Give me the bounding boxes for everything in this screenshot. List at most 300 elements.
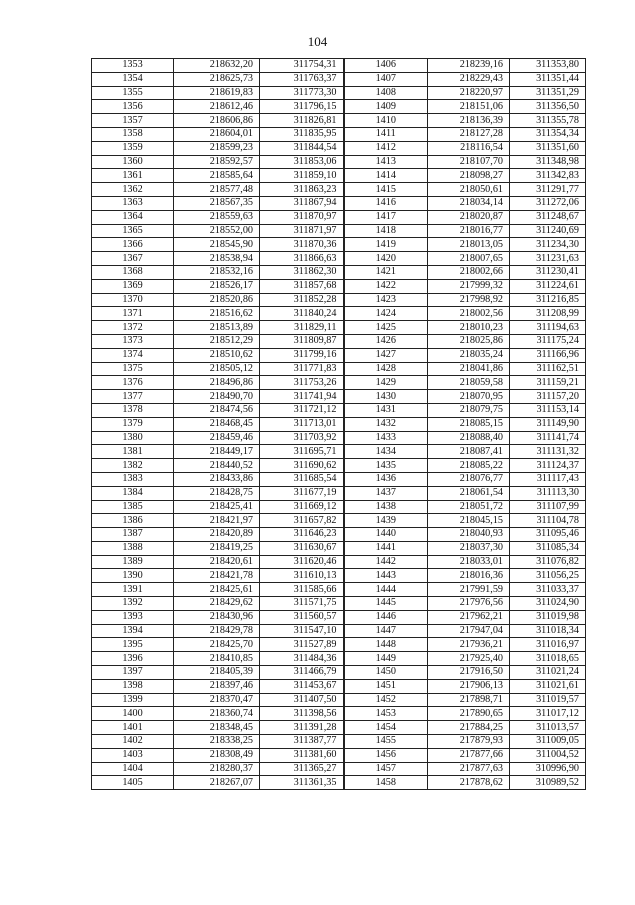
x-coordinate-cell: 218425,41 xyxy=(174,500,260,514)
table-row xyxy=(92,403,586,417)
table-row xyxy=(92,169,586,183)
x-coordinate-cell: 218088,40 xyxy=(428,431,510,445)
table-row xyxy=(92,279,586,293)
x-coordinate-cell: 217884,25 xyxy=(428,721,510,735)
y-coordinate-cell: 311162,51 xyxy=(510,362,586,376)
point-number-cell: 1450 xyxy=(344,666,428,680)
point-number-cell: 1446 xyxy=(344,610,428,624)
y-coordinate-cell: 311234,30 xyxy=(510,238,586,252)
y-coordinate-cell: 311351,29 xyxy=(510,86,586,100)
x-coordinate-cell: 218440,52 xyxy=(174,459,260,473)
x-coordinate-cell: 218040,93 xyxy=(428,528,510,542)
point-number-cell: 1436 xyxy=(344,472,428,486)
y-coordinate-cell: 311646,23 xyxy=(260,528,344,542)
x-coordinate-cell: 218107,70 xyxy=(428,155,510,169)
x-coordinate-cell: 218520,86 xyxy=(174,293,260,307)
y-coordinate-cell: 311799,16 xyxy=(260,348,344,362)
x-coordinate-cell: 218085,15 xyxy=(428,417,510,431)
y-coordinate-cell: 311387,77 xyxy=(260,735,344,749)
x-coordinate-cell: 218229,43 xyxy=(428,72,510,86)
table-row xyxy=(92,431,586,445)
x-coordinate-cell: 218045,15 xyxy=(428,514,510,528)
point-number-cell: 1413 xyxy=(344,155,428,169)
x-coordinate-cell: 218429,62 xyxy=(174,597,260,611)
page-number: 104 xyxy=(307,34,328,49)
x-coordinate-cell: 218034,14 xyxy=(428,196,510,210)
table-row xyxy=(92,155,586,169)
point-number-cell: 1395 xyxy=(92,638,174,652)
y-coordinate-cell: 311013,57 xyxy=(510,721,586,735)
point-number-cell: 1414 xyxy=(344,169,428,183)
x-coordinate-cell: 218428,75 xyxy=(174,486,260,500)
point-number-cell: 1420 xyxy=(344,252,428,266)
y-coordinate-cell: 311240,69 xyxy=(510,224,586,238)
point-number-cell: 1433 xyxy=(344,431,428,445)
y-coordinate-cell: 311870,97 xyxy=(260,210,344,224)
table-row xyxy=(92,776,586,790)
table-row xyxy=(92,721,586,735)
y-coordinate-cell: 311391,28 xyxy=(260,721,344,735)
x-coordinate-cell: 217925,40 xyxy=(428,652,510,666)
x-coordinate-cell: 218420,61 xyxy=(174,555,260,569)
point-number-cell: 1422 xyxy=(344,279,428,293)
table-row xyxy=(92,748,586,762)
table-row xyxy=(92,624,586,638)
table-row xyxy=(92,183,586,197)
y-coordinate-cell: 311560,57 xyxy=(260,610,344,624)
table-row xyxy=(92,500,586,514)
y-coordinate-cell: 311771,83 xyxy=(260,362,344,376)
y-coordinate-cell: 311009,05 xyxy=(510,735,586,749)
y-coordinate-cell: 311620,46 xyxy=(260,555,344,569)
point-number-cell: 1398 xyxy=(92,679,174,693)
x-coordinate-cell: 217906,13 xyxy=(428,679,510,693)
point-number-cell: 1449 xyxy=(344,652,428,666)
point-number-cell: 1379 xyxy=(92,417,174,431)
y-coordinate-cell: 311361,35 xyxy=(260,776,344,790)
point-number-cell: 1367 xyxy=(92,252,174,266)
table-row xyxy=(92,652,586,666)
y-coordinate-cell: 311231,63 xyxy=(510,252,586,266)
y-coordinate-cell: 311216,85 xyxy=(510,293,586,307)
point-number-cell: 1370 xyxy=(92,293,174,307)
point-number-cell: 1353 xyxy=(92,59,174,73)
point-number-cell: 1400 xyxy=(92,707,174,721)
point-number-cell: 1397 xyxy=(92,666,174,680)
point-number-cell: 1419 xyxy=(344,238,428,252)
table-row xyxy=(92,196,586,210)
x-coordinate-cell: 217962,21 xyxy=(428,610,510,624)
point-number-cell: 1425 xyxy=(344,321,428,335)
x-coordinate-cell: 218559,63 xyxy=(174,210,260,224)
x-coordinate-cell: 218348,45 xyxy=(174,721,260,735)
table-row xyxy=(92,252,586,266)
point-number-cell: 1390 xyxy=(92,569,174,583)
y-coordinate-cell: 311862,30 xyxy=(260,265,344,279)
x-coordinate-cell: 218037,30 xyxy=(428,541,510,555)
x-coordinate-cell: 218308,49 xyxy=(174,748,260,762)
y-coordinate-cell: 311175,24 xyxy=(510,334,586,348)
x-coordinate-cell: 218220,97 xyxy=(428,86,510,100)
y-coordinate-cell: 311871,97 xyxy=(260,224,344,238)
table-row xyxy=(92,486,586,500)
table-row xyxy=(92,114,586,128)
point-number-cell: 1357 xyxy=(92,114,174,128)
x-coordinate-cell: 218585,64 xyxy=(174,169,260,183)
x-coordinate-cell: 218010,23 xyxy=(428,321,510,335)
x-coordinate-cell: 218016,36 xyxy=(428,569,510,583)
y-coordinate-cell: 311453,67 xyxy=(260,679,344,693)
x-coordinate-cell: 218050,61 xyxy=(428,183,510,197)
x-coordinate-cell: 218420,89 xyxy=(174,528,260,542)
point-number-cell: 1443 xyxy=(344,569,428,583)
y-coordinate-cell: 311085,34 xyxy=(510,541,586,555)
table-row xyxy=(92,707,586,721)
x-coordinate-cell: 217878,62 xyxy=(428,776,510,790)
y-coordinate-cell: 311773,30 xyxy=(260,86,344,100)
y-coordinate-cell: 311056,25 xyxy=(510,569,586,583)
point-number-cell: 1451 xyxy=(344,679,428,693)
y-coordinate-cell: 311016,97 xyxy=(510,638,586,652)
point-number-cell: 1441 xyxy=(344,541,428,555)
x-coordinate-cell: 218410,85 xyxy=(174,652,260,666)
x-coordinate-cell: 218425,61 xyxy=(174,583,260,597)
x-coordinate-cell: 218474,56 xyxy=(174,403,260,417)
y-coordinate-cell: 311703,92 xyxy=(260,431,344,445)
point-number-cell: 1401 xyxy=(92,721,174,735)
table-row xyxy=(92,693,586,707)
point-number-cell: 1440 xyxy=(344,528,428,542)
x-coordinate-cell: 218070,95 xyxy=(428,390,510,404)
table-row xyxy=(92,762,586,776)
x-coordinate-cell: 218625,73 xyxy=(174,72,260,86)
x-coordinate-cell: 218035,24 xyxy=(428,348,510,362)
x-coordinate-cell: 218061,54 xyxy=(428,486,510,500)
table-row xyxy=(92,610,586,624)
point-number-cell: 1374 xyxy=(92,348,174,362)
table-row xyxy=(92,514,586,528)
y-coordinate-cell: 311153,14 xyxy=(510,403,586,417)
x-coordinate-cell: 218526,17 xyxy=(174,279,260,293)
x-coordinate-cell: 218059,58 xyxy=(428,376,510,390)
table-row xyxy=(92,238,586,252)
y-coordinate-cell: 311753,26 xyxy=(260,376,344,390)
x-coordinate-cell: 218085,22 xyxy=(428,459,510,473)
point-number-cell: 1383 xyxy=(92,472,174,486)
y-coordinate-cell: 311829,11 xyxy=(260,321,344,335)
point-number-cell: 1384 xyxy=(92,486,174,500)
x-coordinate-cell: 218051,72 xyxy=(428,500,510,514)
table-row xyxy=(92,390,586,404)
y-coordinate-cell: 311610,13 xyxy=(260,569,344,583)
table-row xyxy=(92,541,586,555)
y-coordinate-cell: 311157,20 xyxy=(510,390,586,404)
point-number-cell: 1377 xyxy=(92,390,174,404)
x-coordinate-cell: 218612,46 xyxy=(174,100,260,114)
table-row xyxy=(92,417,586,431)
y-coordinate-cell: 311208,99 xyxy=(510,307,586,321)
x-coordinate-cell: 218239,16 xyxy=(428,59,510,73)
table-row xyxy=(92,459,586,473)
point-number-cell: 1423 xyxy=(344,293,428,307)
y-coordinate-cell: 311124,37 xyxy=(510,459,586,473)
x-coordinate-cell: 218449,17 xyxy=(174,445,260,459)
table-row xyxy=(92,569,586,583)
y-coordinate-cell: 311018,34 xyxy=(510,624,586,638)
y-coordinate-cell: 311677,19 xyxy=(260,486,344,500)
x-coordinate-cell: 218512,29 xyxy=(174,334,260,348)
y-coordinate-cell: 310996,90 xyxy=(510,762,586,776)
table-row xyxy=(92,679,586,693)
point-number-cell: 1380 xyxy=(92,431,174,445)
y-coordinate-cell: 311355,78 xyxy=(510,114,586,128)
y-coordinate-cell: 311407,50 xyxy=(260,693,344,707)
point-number-cell: 1386 xyxy=(92,514,174,528)
table-row xyxy=(92,472,586,486)
table-row xyxy=(92,555,586,569)
y-coordinate-cell: 311713,01 xyxy=(260,417,344,431)
table-row xyxy=(92,362,586,376)
table-row xyxy=(92,376,586,390)
x-coordinate-cell: 218041,86 xyxy=(428,362,510,376)
y-coordinate-cell: 311741,94 xyxy=(260,390,344,404)
point-number-cell: 1445 xyxy=(344,597,428,611)
table-row xyxy=(92,72,586,86)
point-number-cell: 1447 xyxy=(344,624,428,638)
y-coordinate-cell: 311131,32 xyxy=(510,445,586,459)
y-coordinate-cell: 311585,66 xyxy=(260,583,344,597)
y-coordinate-cell: 311690,62 xyxy=(260,459,344,473)
x-coordinate-cell: 218127,28 xyxy=(428,127,510,141)
point-number-cell: 1454 xyxy=(344,721,428,735)
y-coordinate-cell: 311866,63 xyxy=(260,252,344,266)
point-number-cell: 1364 xyxy=(92,210,174,224)
x-coordinate-cell: 218421,97 xyxy=(174,514,260,528)
y-coordinate-cell: 311291,77 xyxy=(510,183,586,197)
point-number-cell: 1396 xyxy=(92,652,174,666)
y-coordinate-cell: 311194,63 xyxy=(510,321,586,335)
x-coordinate-cell: 218490,70 xyxy=(174,390,260,404)
x-coordinate-cell: 218360,74 xyxy=(174,707,260,721)
point-number-cell: 1409 xyxy=(344,100,428,114)
y-coordinate-cell: 311356,50 xyxy=(510,100,586,114)
x-coordinate-cell: 218459,46 xyxy=(174,431,260,445)
point-number-cell: 1388 xyxy=(92,541,174,555)
x-coordinate-cell: 218430,96 xyxy=(174,610,260,624)
y-coordinate-cell: 311763,37 xyxy=(260,72,344,86)
table-row xyxy=(92,735,586,749)
x-coordinate-cell: 218016,77 xyxy=(428,224,510,238)
point-number-cell: 1371 xyxy=(92,307,174,321)
y-coordinate-cell: 311381,60 xyxy=(260,748,344,762)
x-coordinate-cell: 217890,65 xyxy=(428,707,510,721)
point-number-cell: 1359 xyxy=(92,141,174,155)
point-number-cell: 1444 xyxy=(344,583,428,597)
point-number-cell: 1421 xyxy=(344,265,428,279)
y-coordinate-cell: 311018,65 xyxy=(510,652,586,666)
point-number-cell: 1375 xyxy=(92,362,174,376)
y-coordinate-cell: 311019,57 xyxy=(510,693,586,707)
y-coordinate-cell: 311149,90 xyxy=(510,417,586,431)
x-coordinate-cell: 218599,23 xyxy=(174,141,260,155)
point-number-cell: 1438 xyxy=(344,500,428,514)
x-coordinate-cell: 217877,66 xyxy=(428,748,510,762)
y-coordinate-cell: 311695,71 xyxy=(260,445,344,459)
point-number-cell: 1368 xyxy=(92,265,174,279)
y-coordinate-cell: 311353,80 xyxy=(510,59,586,73)
y-coordinate-cell: 311159,21 xyxy=(510,376,586,390)
x-coordinate-cell: 217936,21 xyxy=(428,638,510,652)
y-coordinate-cell: 311017,12 xyxy=(510,707,586,721)
point-number-cell: 1391 xyxy=(92,583,174,597)
table-row xyxy=(92,210,586,224)
x-coordinate-cell: 218532,16 xyxy=(174,265,260,279)
point-number-cell: 1365 xyxy=(92,224,174,238)
x-coordinate-cell: 218606,86 xyxy=(174,114,260,128)
x-coordinate-cell: 218510,62 xyxy=(174,348,260,362)
point-number-cell: 1458 xyxy=(344,776,428,790)
point-number-cell: 1435 xyxy=(344,459,428,473)
point-number-cell: 1430 xyxy=(344,390,428,404)
y-coordinate-cell: 311166,96 xyxy=(510,348,586,362)
x-coordinate-cell: 218577,48 xyxy=(174,183,260,197)
point-number-cell: 1369 xyxy=(92,279,174,293)
x-coordinate-cell: 218592,57 xyxy=(174,155,260,169)
point-number-cell: 1410 xyxy=(344,114,428,128)
point-number-cell: 1355 xyxy=(92,86,174,100)
x-coordinate-cell: 218619,83 xyxy=(174,86,260,100)
x-coordinate-cell: 217976,56 xyxy=(428,597,510,611)
coordinates-table xyxy=(91,58,586,790)
y-coordinate-cell: 311466,79 xyxy=(260,666,344,680)
table-row xyxy=(92,265,586,279)
y-coordinate-cell: 311104,78 xyxy=(510,514,586,528)
y-coordinate-cell: 311272,06 xyxy=(510,196,586,210)
y-coordinate-cell: 311107,99 xyxy=(510,500,586,514)
x-coordinate-cell: 218098,27 xyxy=(428,169,510,183)
point-number-cell: 1393 xyxy=(92,610,174,624)
point-number-cell: 1403 xyxy=(92,748,174,762)
x-coordinate-cell: 218002,56 xyxy=(428,307,510,321)
x-coordinate-cell: 218552,00 xyxy=(174,224,260,238)
y-coordinate-cell: 311826,81 xyxy=(260,114,344,128)
y-coordinate-cell: 311398,56 xyxy=(260,707,344,721)
y-coordinate-cell: 311685,54 xyxy=(260,472,344,486)
y-coordinate-cell: 311365,27 xyxy=(260,762,344,776)
x-coordinate-cell: 218267,07 xyxy=(174,776,260,790)
table-row xyxy=(92,224,586,238)
y-coordinate-cell: 311840,24 xyxy=(260,307,344,321)
x-coordinate-cell: 218505,12 xyxy=(174,362,260,376)
point-number-cell: 1372 xyxy=(92,321,174,335)
y-coordinate-cell: 311021,24 xyxy=(510,666,586,680)
point-number-cell: 1361 xyxy=(92,169,174,183)
point-number-cell: 1402 xyxy=(92,735,174,749)
point-number-cell: 1394 xyxy=(92,624,174,638)
point-number-cell: 1426 xyxy=(344,334,428,348)
x-coordinate-cell: 218567,35 xyxy=(174,196,260,210)
point-number-cell: 1373 xyxy=(92,334,174,348)
x-coordinate-cell: 218151,06 xyxy=(428,100,510,114)
point-number-cell: 1399 xyxy=(92,693,174,707)
point-number-cell: 1362 xyxy=(92,183,174,197)
table-row xyxy=(92,445,586,459)
point-number-cell: 1387 xyxy=(92,528,174,542)
point-number-cell: 1405 xyxy=(92,776,174,790)
y-coordinate-cell: 311024,90 xyxy=(510,597,586,611)
y-coordinate-cell: 311348,98 xyxy=(510,155,586,169)
point-number-cell: 1381 xyxy=(92,445,174,459)
point-number-cell: 1392 xyxy=(92,597,174,611)
table-row xyxy=(92,293,586,307)
point-number-cell: 1428 xyxy=(344,362,428,376)
x-coordinate-cell: 217998,92 xyxy=(428,293,510,307)
y-coordinate-cell: 311867,94 xyxy=(260,196,344,210)
point-number-cell: 1418 xyxy=(344,224,428,238)
table-row xyxy=(92,348,586,362)
y-coordinate-cell: 311484,36 xyxy=(260,652,344,666)
table-row xyxy=(92,307,586,321)
table-row xyxy=(92,86,586,100)
y-coordinate-cell: 311224,61 xyxy=(510,279,586,293)
y-coordinate-cell: 311113,30 xyxy=(510,486,586,500)
x-coordinate-cell: 218516,62 xyxy=(174,307,260,321)
y-coordinate-cell: 311859,10 xyxy=(260,169,344,183)
table-row xyxy=(92,528,586,542)
y-coordinate-cell: 311095,46 xyxy=(510,528,586,542)
point-number-cell: 1442 xyxy=(344,555,428,569)
point-number-cell: 1411 xyxy=(344,127,428,141)
x-coordinate-cell: 218116,54 xyxy=(428,141,510,155)
point-number-cell: 1452 xyxy=(344,693,428,707)
table-row xyxy=(92,597,586,611)
x-coordinate-cell: 218280,37 xyxy=(174,762,260,776)
table-row xyxy=(92,59,586,73)
point-number-cell: 1455 xyxy=(344,735,428,749)
point-number-cell: 1358 xyxy=(92,127,174,141)
y-coordinate-cell: 311342,83 xyxy=(510,169,586,183)
x-coordinate-cell: 218496,86 xyxy=(174,376,260,390)
y-coordinate-cell: 311796,15 xyxy=(260,100,344,114)
y-coordinate-cell: 311527,89 xyxy=(260,638,344,652)
y-coordinate-cell: 311019,98 xyxy=(510,610,586,624)
point-number-cell: 1416 xyxy=(344,196,428,210)
x-coordinate-cell: 218020,87 xyxy=(428,210,510,224)
point-number-cell: 1385 xyxy=(92,500,174,514)
x-coordinate-cell: 217916,50 xyxy=(428,666,510,680)
y-coordinate-cell: 311117,43 xyxy=(510,472,586,486)
y-coordinate-cell: 311021,61 xyxy=(510,679,586,693)
point-number-cell: 1453 xyxy=(344,707,428,721)
point-number-cell: 1408 xyxy=(344,86,428,100)
y-coordinate-cell: 311669,12 xyxy=(260,500,344,514)
y-coordinate-cell: 311857,68 xyxy=(260,279,344,293)
table-row xyxy=(92,127,586,141)
x-coordinate-cell: 218007,65 xyxy=(428,252,510,266)
point-number-cell: 1356 xyxy=(92,100,174,114)
x-coordinate-cell: 217879,93 xyxy=(428,735,510,749)
y-coordinate-cell: 311004,52 xyxy=(510,748,586,762)
point-number-cell: 1448 xyxy=(344,638,428,652)
point-number-cell: 1406 xyxy=(344,59,428,73)
x-coordinate-cell: 218604,01 xyxy=(174,127,260,141)
point-number-cell: 1427 xyxy=(344,348,428,362)
point-number-cell: 1407 xyxy=(344,72,428,86)
y-coordinate-cell: 311351,44 xyxy=(510,72,586,86)
point-number-cell: 1415 xyxy=(344,183,428,197)
y-coordinate-cell: 311863,23 xyxy=(260,183,344,197)
y-coordinate-cell: 310989,52 xyxy=(510,776,586,790)
